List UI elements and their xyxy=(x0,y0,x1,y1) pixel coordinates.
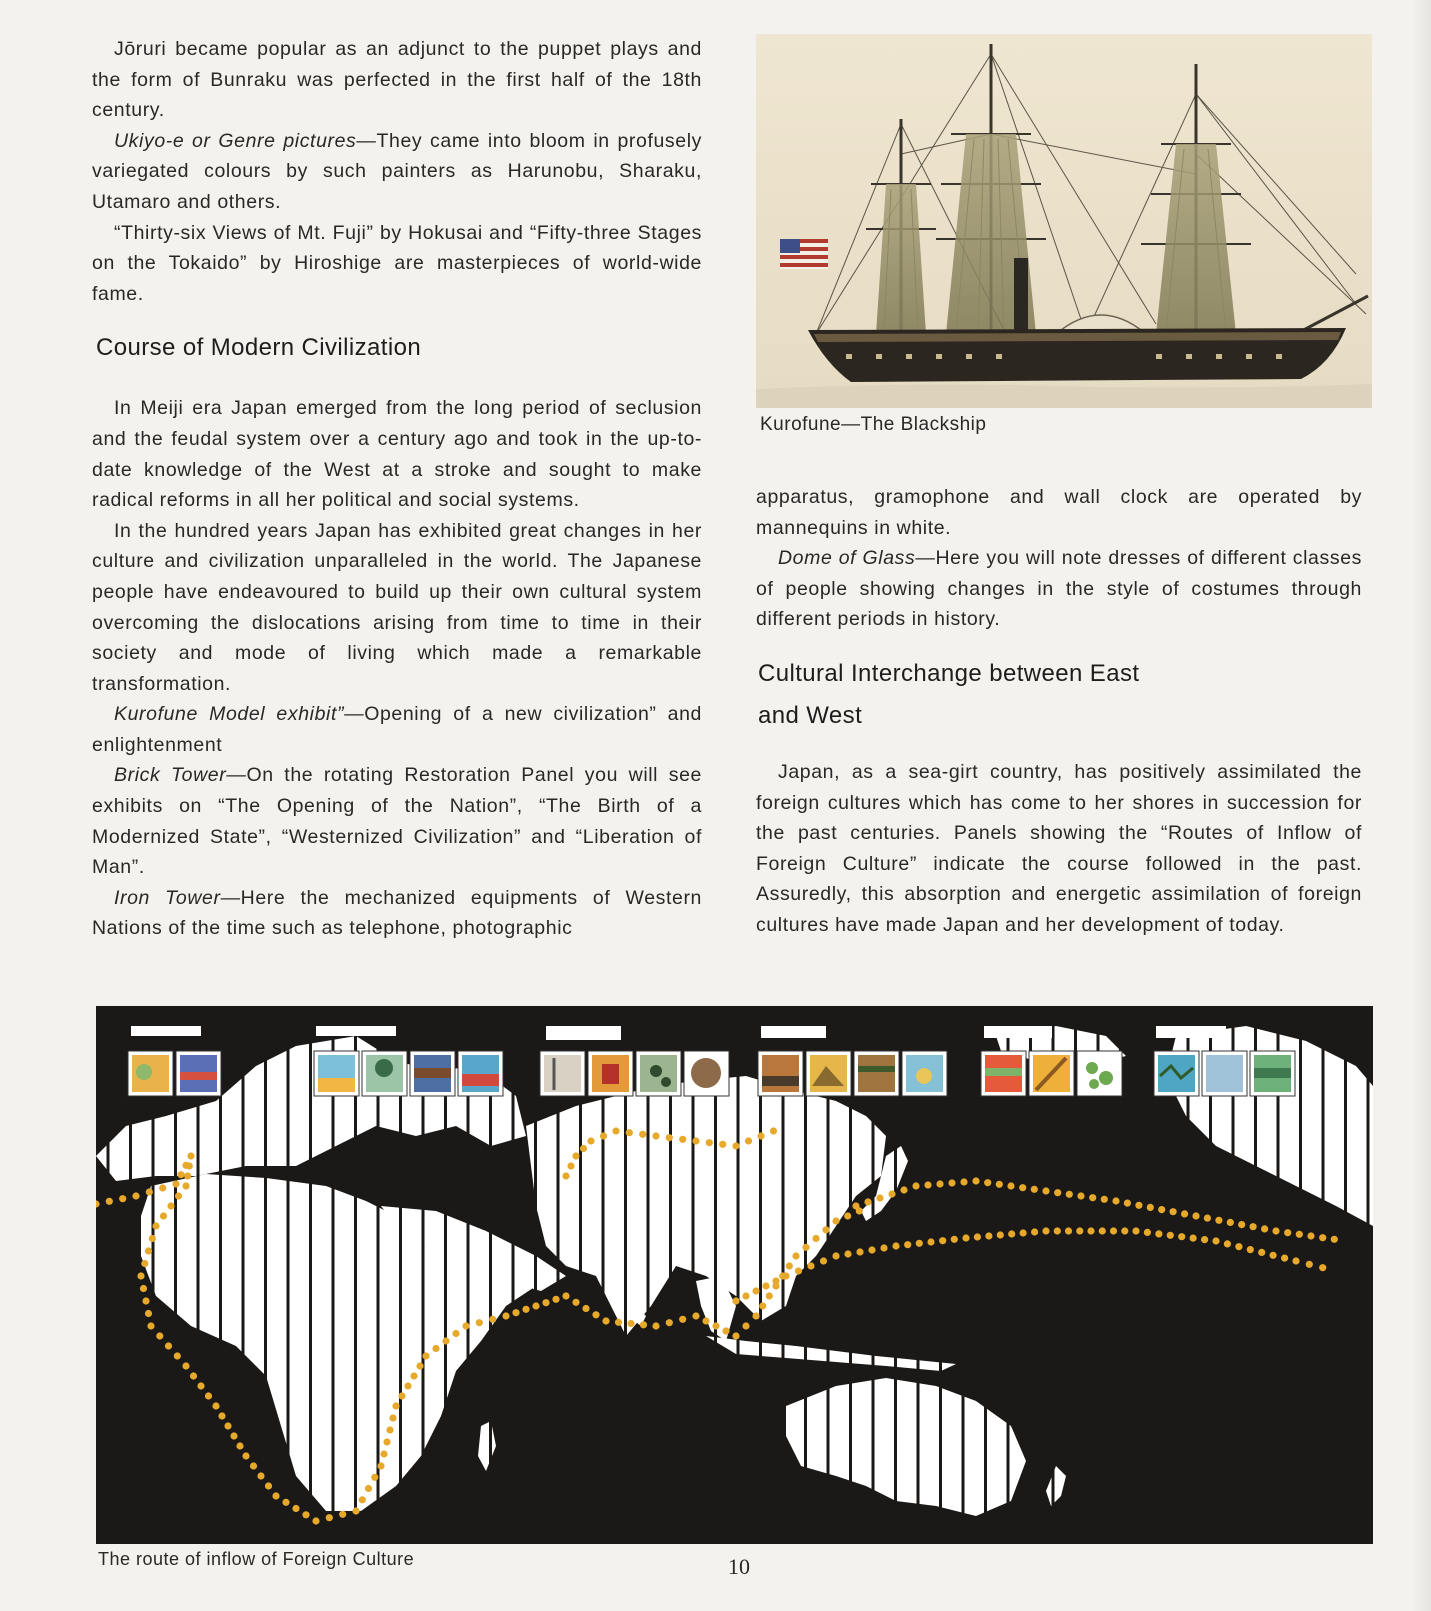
route-dot xyxy=(1306,1261,1313,1268)
route-dot xyxy=(582,1305,589,1312)
route-dot xyxy=(404,1382,411,1389)
route-dot xyxy=(489,1316,496,1323)
route-dot xyxy=(182,1362,189,1369)
route-dot xyxy=(772,1277,779,1284)
route-dot xyxy=(186,1162,193,1169)
culture-route-map xyxy=(96,1006,1373,1544)
route-dot xyxy=(1212,1237,1219,1244)
route-dot xyxy=(627,1320,634,1327)
paragraph-brick-tower-text: —On the rotating Restoration Panel you will see exhibits on “The Opening of the Nation”, “The Birth of a Modernized State”, “Westernized Civilization” and “Liberation of Man”. xyxy=(92,764,702,879)
route-dot xyxy=(1235,1243,1242,1250)
route-dot xyxy=(187,1152,194,1159)
us-flag-icon xyxy=(780,239,828,269)
route-dot xyxy=(562,1292,569,1299)
paragraph-hokusai: “Thirty-six Views of Mt. Fuji” by Hokusai and “Fifty-three Stages on the Tokaido” by Hiroshige are masterpieces of world-wide fame. xyxy=(92,221,702,305)
paragraph-apparatus: apparatus, gramophone and wall clock are operated by mannequins in white. xyxy=(756,486,1362,539)
route-dot xyxy=(156,1332,163,1339)
route-dot xyxy=(416,1362,423,1369)
route-dot xyxy=(197,1382,204,1389)
route-dot xyxy=(359,1496,366,1503)
route-dot xyxy=(626,1129,633,1136)
route-dot xyxy=(742,1292,749,1299)
route-dot xyxy=(1065,1227,1072,1234)
route-dot xyxy=(974,1233,981,1240)
route-dot xyxy=(752,1287,759,1294)
route-dot xyxy=(312,1517,319,1524)
route-dot xyxy=(141,1260,148,1267)
route-dot xyxy=(177,1171,184,1178)
paragraph-ukiyo-e xyxy=(92,126,702,218)
route-dot xyxy=(612,1127,619,1134)
route-dot xyxy=(1076,1227,1083,1234)
route-dot xyxy=(1296,1231,1303,1238)
route-dot xyxy=(567,1162,574,1169)
left-column xyxy=(92,34,702,944)
route-dot xyxy=(856,1248,863,1255)
route-dot xyxy=(782,1272,789,1279)
route-dot xyxy=(1031,1186,1038,1193)
route-dot xyxy=(562,1172,569,1179)
route-dot xyxy=(592,1311,599,1318)
route-dot xyxy=(812,1235,819,1242)
route-dot xyxy=(190,1372,197,1379)
route-dot xyxy=(1319,1234,1326,1241)
route-dot xyxy=(236,1442,243,1449)
route-dot xyxy=(160,1212,167,1219)
route-dot xyxy=(132,1192,139,1199)
route-dot xyxy=(916,1240,923,1247)
route-dot xyxy=(552,1296,559,1303)
blackship-caption: Kurofune—The Blackship xyxy=(760,414,987,435)
route-dot xyxy=(250,1462,257,1469)
route-dot xyxy=(762,1282,769,1289)
route-dot xyxy=(146,1188,153,1195)
route-dot xyxy=(880,1244,887,1251)
route-dot xyxy=(766,1292,773,1299)
route-dot xyxy=(383,1438,390,1445)
route-dot xyxy=(1224,1240,1231,1247)
route-dot xyxy=(339,1511,346,1518)
route-dot xyxy=(652,1322,659,1329)
route-dot xyxy=(386,1426,393,1433)
route-dot xyxy=(147,1322,154,1329)
route-dot xyxy=(174,1352,181,1359)
route-dot xyxy=(679,1136,686,1143)
route-dot xyxy=(1192,1212,1199,1219)
route-dot xyxy=(462,1322,469,1329)
route-dot xyxy=(257,1472,264,1479)
route-dot xyxy=(832,1217,839,1224)
route-dot xyxy=(1089,1194,1096,1201)
heading-modern-civilization: Course of Modern Civilization xyxy=(96,334,422,362)
paragraph-hundred-years: In the hundred years Japan has exhibited great changes in her culture and civilization unparalleled in the world. The Japanese people have endeavoured to build up their own cultural system overcoming the dislocations arising from time to time in their society and mode of living which made a remarkable transformation. xyxy=(92,519,702,695)
route-dot xyxy=(389,1414,396,1421)
route-dot xyxy=(960,1178,967,1185)
route-dot xyxy=(936,1180,943,1187)
route-dot xyxy=(1031,1228,1038,1235)
term-kurofune-model: Kurofune Model exhibit” xyxy=(114,703,345,726)
route-dot xyxy=(1331,1236,1338,1243)
route-dot xyxy=(1284,1229,1291,1236)
route-dot xyxy=(712,1322,719,1329)
route-dot xyxy=(652,1132,659,1139)
route-dot xyxy=(377,1462,384,1469)
route-dot xyxy=(939,1237,946,1244)
blackship-illustration xyxy=(756,34,1372,408)
route-dot xyxy=(1019,1184,1026,1191)
route-dot xyxy=(820,1257,827,1264)
route-dot xyxy=(924,1181,931,1188)
route-dot xyxy=(380,1450,387,1457)
term-ukiyo-e: Ukiyo-e or Genre pictures xyxy=(114,129,357,152)
route-dot xyxy=(1170,1208,1177,1215)
route-dot xyxy=(152,1222,159,1229)
route-dot xyxy=(692,1137,699,1144)
route-dot xyxy=(900,1186,907,1193)
page-number: 10 xyxy=(728,1554,750,1579)
paragraph-dome-of-glass xyxy=(756,543,1362,635)
route-dot xyxy=(398,1392,405,1399)
route-dot xyxy=(615,1319,622,1326)
route-dot xyxy=(137,1272,144,1279)
route-dot xyxy=(224,1422,231,1429)
route-dot xyxy=(1101,1196,1108,1203)
page-edge xyxy=(1413,0,1431,1611)
route-dot xyxy=(352,1507,359,1514)
route-dot xyxy=(666,1134,673,1141)
route-dot xyxy=(996,1181,1003,1188)
route-dot xyxy=(602,1317,609,1324)
route-dot xyxy=(542,1299,549,1306)
route-dot xyxy=(282,1499,289,1506)
route-dot xyxy=(745,1137,752,1144)
route-dot xyxy=(752,1312,759,1319)
route-dot xyxy=(1121,1227,1128,1234)
route-dot xyxy=(1190,1235,1197,1242)
route-dot xyxy=(1054,1189,1061,1196)
route-dot xyxy=(218,1412,225,1419)
route-dot xyxy=(502,1312,509,1319)
heading-cultural-line-1: Cultural Interchange between East xyxy=(758,659,1140,687)
route-dot xyxy=(770,1127,777,1134)
route-dot xyxy=(1042,1227,1049,1234)
route-dot xyxy=(912,1182,919,1189)
route-dot xyxy=(985,1232,992,1239)
route-dot xyxy=(184,1172,191,1179)
route-dot xyxy=(1099,1227,1106,1234)
route-dot xyxy=(997,1231,1004,1238)
route-dot xyxy=(1087,1227,1094,1234)
route-dot xyxy=(876,1194,883,1201)
route-dot xyxy=(692,1312,699,1319)
route-dot xyxy=(365,1485,372,1492)
route-dot xyxy=(1124,1200,1131,1207)
route-dot xyxy=(852,1202,859,1209)
paragraph-iron-tower-text: —Here the mechanized equipments of Western Nations of the time such as telephone, photographic xyxy=(92,886,703,940)
route-dot xyxy=(1281,1255,1288,1262)
route-dot xyxy=(951,1236,958,1243)
route-dot xyxy=(587,1137,594,1144)
route-dot xyxy=(1215,1217,1222,1224)
route-dot xyxy=(864,1198,871,1205)
route-dot xyxy=(580,1145,587,1152)
route-dot xyxy=(1270,1252,1277,1259)
route-dot xyxy=(786,1262,793,1269)
route-dot xyxy=(732,1297,739,1304)
paragraph-dome-text: —Here you will note dresses of different classes of people showing changes in the style of costumes through different periods in history. xyxy=(756,547,1362,631)
route-dot xyxy=(802,1244,809,1251)
route-dot xyxy=(1201,1236,1208,1243)
route-dot xyxy=(165,1342,172,1349)
route-dot xyxy=(719,1141,726,1148)
route-dot xyxy=(795,1267,802,1274)
route-dot xyxy=(1272,1227,1279,1234)
route-dot xyxy=(948,1179,955,1186)
route-dot xyxy=(722,1327,729,1334)
route-dot xyxy=(452,1330,459,1337)
term-dome-of-glass: Dome of Glass xyxy=(778,547,916,570)
route-dot xyxy=(242,1452,249,1459)
route-dot xyxy=(1247,1246,1254,1253)
term-iron-tower: Iron Tower xyxy=(114,886,221,909)
route-dot xyxy=(822,1226,829,1233)
route-dot xyxy=(522,1306,529,1313)
route-dot xyxy=(1292,1257,1299,1264)
route-dot xyxy=(1054,1227,1061,1234)
route-dot xyxy=(868,1246,875,1253)
heading-cultural-line-2: and West xyxy=(758,701,863,729)
route-dot xyxy=(212,1402,219,1409)
route-dot xyxy=(149,1235,156,1242)
route-dot xyxy=(1144,1229,1151,1236)
route-dot xyxy=(1042,1187,1049,1194)
route-dot xyxy=(265,1482,272,1489)
route-dot xyxy=(145,1310,152,1317)
paragraph-joruri: Jōruri became popular as an adjunct to the puppet plays and the form of Bunraku was perfected in the first half of the 18th century. xyxy=(92,38,702,122)
route-dot xyxy=(272,1492,279,1499)
paragraph-sea-girt: Japan, as a sea-girt country, has positively assimilated the foreign cultures which has come to her shores in succession for the past centuries. Panels showing the “Routes of Inflow of Foreign Culture” indicate the course followed in the past. Assuredly, this absorption and energetic assimilation of foreign cultures have made Japan and her development of today. xyxy=(756,760,1362,936)
route-dot xyxy=(962,1234,969,1241)
route-dot xyxy=(326,1514,333,1521)
route-dot xyxy=(1112,1197,1119,1204)
route-dot xyxy=(292,1505,299,1512)
route-dot xyxy=(1007,1182,1014,1189)
route-dot xyxy=(639,1131,646,1138)
route-dot xyxy=(572,1299,579,1306)
route-dot xyxy=(182,1182,189,1189)
route-dot xyxy=(1158,1206,1165,1213)
route-dot xyxy=(159,1184,166,1191)
world-map xyxy=(96,1006,1373,1544)
route-dot xyxy=(732,1332,739,1339)
route-dot xyxy=(1261,1225,1268,1232)
route-dot xyxy=(371,1474,378,1481)
route-dot xyxy=(1110,1227,1117,1234)
route-dot xyxy=(145,1247,152,1254)
route-dot xyxy=(512,1309,519,1316)
route-dot xyxy=(732,1142,739,1149)
blackship-drawing xyxy=(756,34,1372,408)
route-dot xyxy=(1008,1230,1015,1237)
route-dot xyxy=(442,1337,449,1344)
route-dot xyxy=(175,1192,182,1199)
term-brick-tower: Brick Tower xyxy=(114,764,227,787)
route-dot xyxy=(1227,1219,1234,1226)
route-dot xyxy=(904,1241,911,1248)
route-dot xyxy=(532,1302,539,1309)
route-dot xyxy=(432,1345,439,1352)
route-dot xyxy=(888,1190,895,1197)
paragraph-kurofune-text: —Opening of a new civilization” and enlightenment xyxy=(92,703,703,756)
route-dot xyxy=(702,1317,709,1324)
route-dot xyxy=(106,1198,113,1205)
route-dot xyxy=(1307,1232,1314,1239)
route-dot xyxy=(205,1392,212,1399)
paragraph-kurofune-model xyxy=(92,699,702,760)
route-dot xyxy=(807,1262,814,1269)
right-column xyxy=(756,482,1362,941)
route-dot xyxy=(392,1402,399,1409)
route-dot xyxy=(476,1319,483,1326)
route-dot xyxy=(640,1321,647,1328)
route-dot xyxy=(757,1132,764,1139)
route-dot xyxy=(1178,1233,1185,1240)
route-dot xyxy=(984,1179,991,1186)
route-dot xyxy=(1181,1210,1188,1217)
heading-cultural-interchange xyxy=(758,653,1362,737)
route-dot xyxy=(832,1252,839,1259)
route-dot xyxy=(119,1195,126,1202)
paragraph-meiji: In Meiji era Japan emerged from the long period of seclusion and the feudal system over a century ago and took in the up-to-date knowledge of the West at a stroke and sought to make radical reforms in all her political and social systems. xyxy=(92,397,702,512)
route-dot xyxy=(1258,1249,1265,1256)
route-dot xyxy=(759,1302,766,1309)
route-dot xyxy=(742,1322,749,1329)
route-dot xyxy=(410,1372,417,1379)
route-dot xyxy=(1077,1192,1084,1199)
route-dot xyxy=(892,1242,899,1249)
route-dot xyxy=(1155,1230,1162,1237)
route-dot xyxy=(1066,1191,1073,1198)
route-dot xyxy=(792,1252,799,1259)
route-dot xyxy=(1020,1229,1027,1236)
route-dot xyxy=(666,1319,673,1326)
route-dot xyxy=(167,1202,174,1209)
paragraph-brick-tower xyxy=(92,760,702,882)
route-dot xyxy=(140,1285,147,1292)
route-dot xyxy=(572,1152,579,1159)
paragraph-ukiyo-e-text: —They came into bloom in profusely variegated colours by such painters as Harunobu, Sharaku, Utamaro and others. xyxy=(92,129,703,213)
route-dot xyxy=(927,1238,934,1245)
route-dot xyxy=(230,1432,237,1439)
route-dot xyxy=(1167,1232,1174,1239)
route-dot xyxy=(142,1297,149,1304)
paragraph-iron-tower xyxy=(92,883,702,944)
route-dot xyxy=(1238,1221,1245,1228)
route-dot xyxy=(422,1352,429,1359)
route-dot xyxy=(706,1139,713,1146)
route-dot xyxy=(1135,1202,1142,1209)
route-dot xyxy=(1204,1215,1211,1222)
route-dot xyxy=(1132,1227,1139,1234)
route-dot xyxy=(172,1180,179,1187)
route-dot xyxy=(1147,1204,1154,1211)
route-dot xyxy=(844,1212,851,1219)
route-dot xyxy=(600,1132,607,1139)
route-dot xyxy=(1319,1264,1326,1271)
route-dot xyxy=(972,1177,979,1184)
route-dot xyxy=(1250,1223,1257,1230)
route-dot xyxy=(844,1250,851,1257)
route-dot xyxy=(679,1316,686,1323)
map-caption: The route of inflow of Foreign Culture xyxy=(98,1549,415,1569)
route-dot xyxy=(302,1511,309,1518)
